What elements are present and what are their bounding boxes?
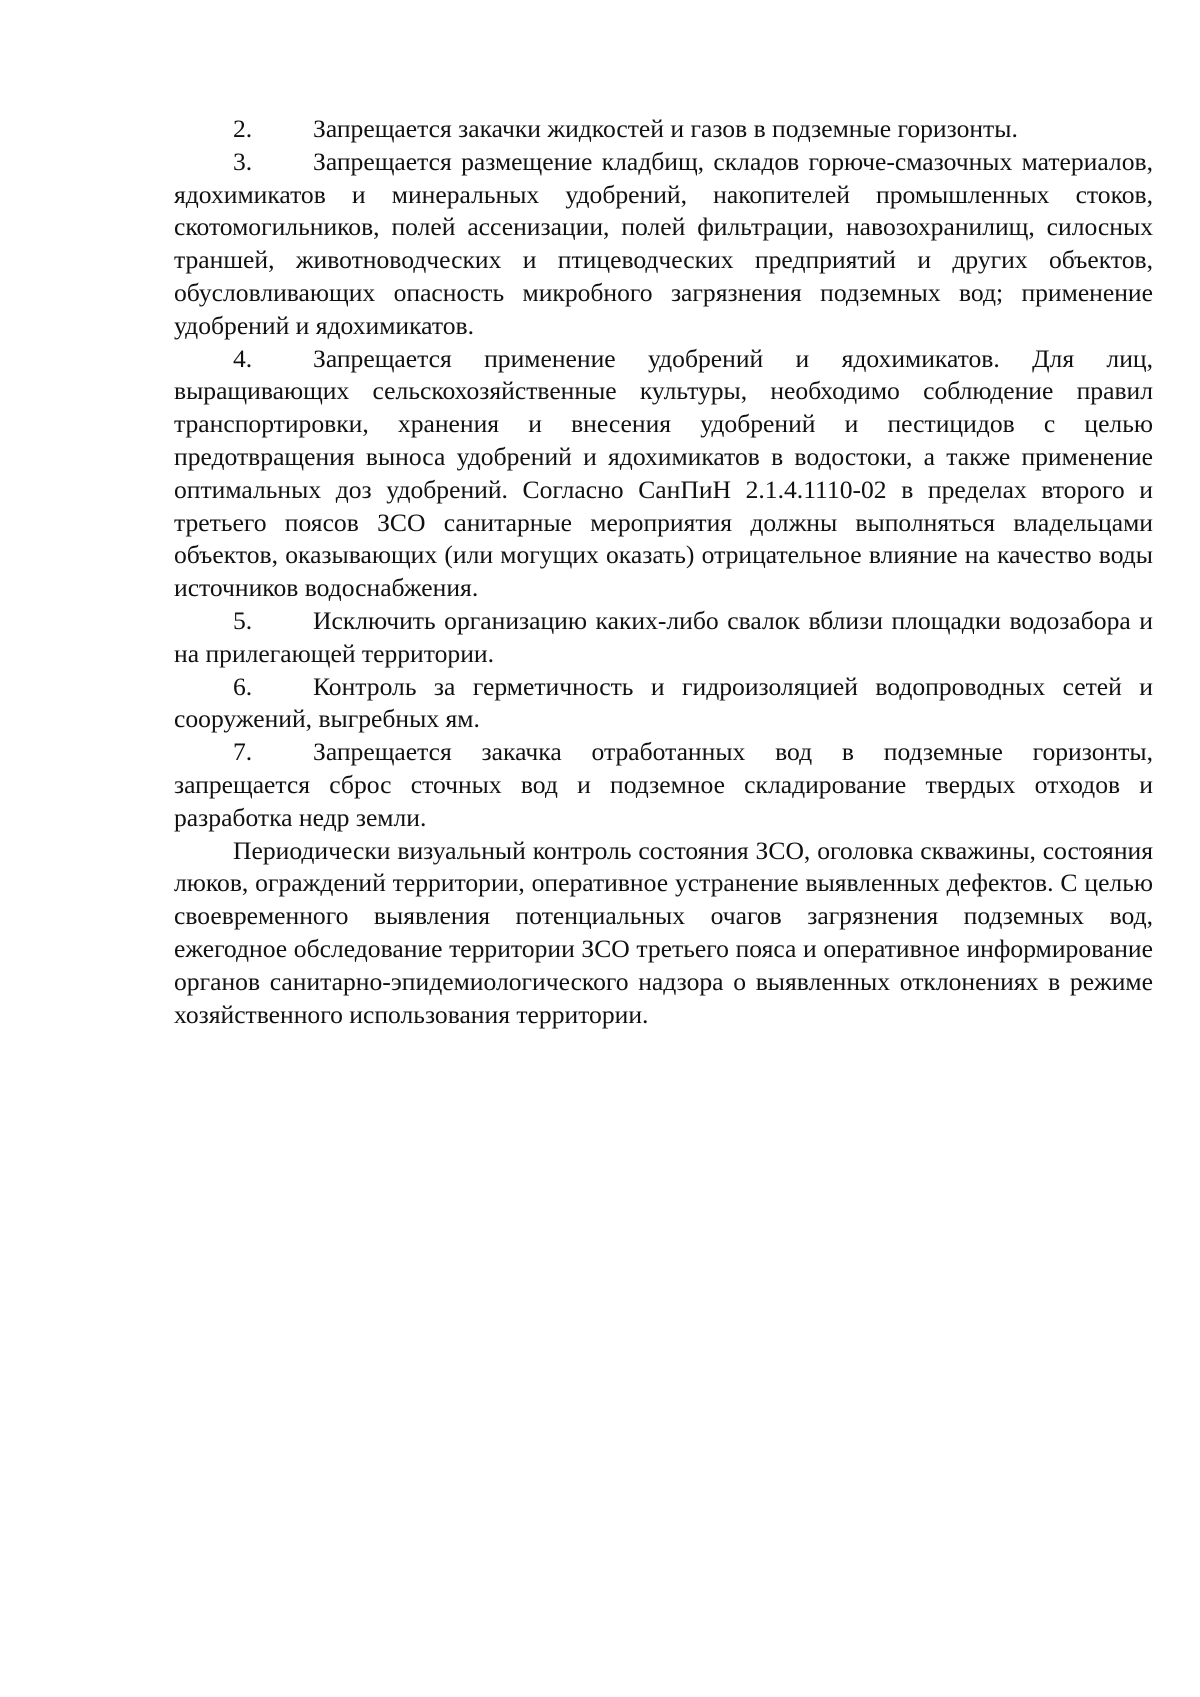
item-text: Контроль за герметичность и гидроизоляцией водопроводных сетей и сооружений, выгребных ям. bbox=[174, 671, 1153, 734]
item-text: Запрещается закачки жидкостей и газов в подземные горизонты. bbox=[313, 114, 1018, 143]
closing-paragraph: Периодически визуальный контроль состояния ЗСО, оголовка скважины, состояния люков, ограждений территории, оперативное устранение выявленных дефектов. С целью своевременного выявления потенциальных очагов загрязнения подземных вод, ежегодное обследование территории ЗСО третьего пояса и оперативное информирование органов санитарно-эпидемиологического надзора о выявленных отклонениях в режиме хозяйственного использования территории. bbox=[174, 835, 1153, 1029]
item-text: Запрещается размещение кладбищ, складов горюче-смазочных материалов, ядохимикатов и минеральных удобрений, накопителей промышленных стоков, скотомогильников, полей ассенизации, полей фильтрации, навозохранилищ, силосных траншей, животноводческих и птицеводческих предприятий и других объектов, обусловливающих опасность микробного загрязнения подземных вод; применение удобрений и ядохимикатов. bbox=[174, 146, 1153, 340]
item-text: Запрещается закачка отработанных вод в подземные горизонты, запрещается сброс сточных вод и подземное складирование твердых отходов и разработка недр земли. bbox=[174, 737, 1153, 832]
list-item-7 bbox=[174, 736, 1153, 834]
item-text: Исключить организацию каких-либо свалок вблизи площадки водозабора и на прилегающей территории. bbox=[174, 605, 1153, 668]
document-body bbox=[174, 113, 1153, 1031]
list-item-5 bbox=[174, 605, 1153, 671]
item-number: 5. bbox=[233, 605, 253, 635]
item-number: 4. bbox=[233, 343, 253, 373]
item-number: 6. bbox=[233, 671, 253, 701]
item-text: Запрещается применение удобрений и ядохимикатов. Для лиц, выращивающих сельскохозяйственные культуры, необходимо соблюдение правил транспортировки, хранения и внесения удобрений и пестицидов с целью предотвращения выноса удобрений и ядохимикатов в водостоки, а также применение оптимальных доз удобрений. Согласно СанПиН 2.1.4.1110-02 в пределах второго и третьего поясов ЗСО санитарные мероприятия должны выполняться владельцами объектов, оказывающих (или могущих оказать) отрицательное влияние на качество воды источников водоснабжения. bbox=[174, 343, 1153, 603]
list-item-4 bbox=[174, 343, 1153, 605]
item-number: 2. bbox=[233, 114, 253, 143]
item-number: 3. bbox=[233, 146, 253, 176]
list-item-2 bbox=[174, 113, 1153, 146]
item-number: 7. bbox=[233, 737, 253, 767]
list-item-6 bbox=[174, 671, 1153, 737]
list-item-3 bbox=[174, 146, 1153, 343]
